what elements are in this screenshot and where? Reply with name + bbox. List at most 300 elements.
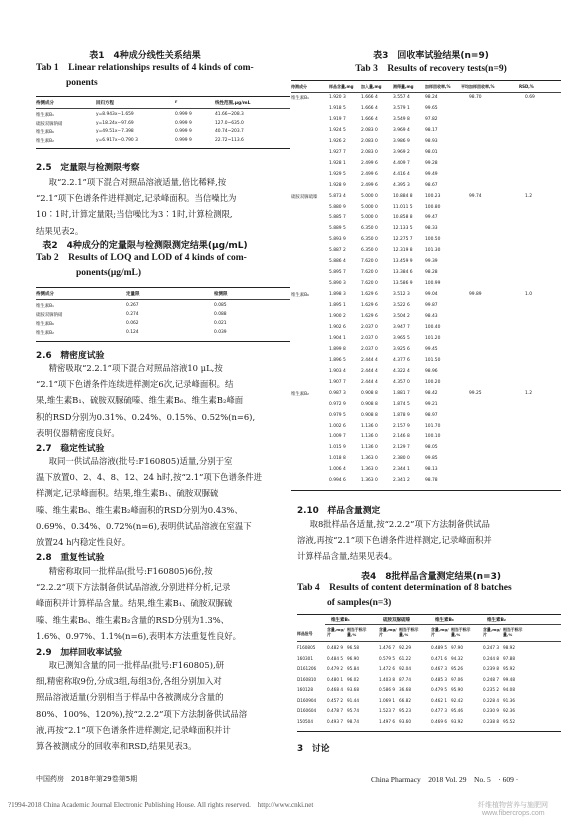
table3-cell: 101.20 — [425, 335, 441, 341]
table3-cell: 99.04 — [425, 292, 438, 298]
table4-cell: 0.248 7 — [483, 676, 499, 682]
table4-cell: 0.482 9 — [327, 645, 343, 650]
table3-cell: 3.969 2 — [393, 149, 410, 155]
table4-cell: 96.90 — [347, 655, 359, 661]
table3-cell: 98.43 — [425, 314, 438, 319]
table3-cell: 100.20 — [425, 379, 441, 385]
table4-cell: 93.92 — [451, 718, 463, 724]
table4-cell: 99.48 — [503, 676, 515, 682]
body-line: 计算样品含量,结果见表4。 — [297, 551, 398, 562]
body-line: “2.1”项下色谱条件进样测定,记录峰面积。当信噪比为 — [36, 193, 237, 204]
table3-cell: 3.925 6 — [393, 346, 410, 352]
body-line: 液,再按“2.1”项下色谱条件进样测定,记录峰面积并计 — [36, 724, 231, 735]
table3-cell: 5.000 0 — [361, 215, 378, 221]
table3-cell: 0.908 8 — [361, 412, 378, 418]
table1-header-cell: 待测成分 — [36, 101, 54, 106]
table3-cell: 2.380 0 — [393, 456, 410, 462]
table4-top-rule — [297, 614, 561, 615]
table2-header-cell: 检测限 — [214, 292, 228, 297]
table3-cell: 0.979 5 — [329, 412, 346, 418]
section-2-8-title: 2.8 重复性试验 — [36, 553, 105, 563]
body-line: 积的RSD分别为0.31%、0.24%、0.15%、0.52%(n=6), — [36, 411, 256, 422]
table3-cell: 98.33 — [425, 226, 438, 232]
table3-cell: 10.884 8 — [393, 193, 413, 199]
table1-header-rule — [36, 108, 290, 109]
table1-en-caption-2: ponents — [66, 78, 98, 88]
table3-cell: 1.928 1 — [329, 160, 346, 166]
table4-sub-header: 含量,mg/片 — [431, 627, 449, 637]
table4-cell: 0.468 4 — [327, 687, 343, 692]
table3-cell: 100.99 — [425, 281, 441, 287]
table3-cell: 5.873 4 — [329, 193, 346, 199]
table3-cell: 3.579 1 — [393, 105, 410, 111]
table3-cell: 4.409 7 — [393, 160, 410, 166]
table1-en-caption-1: Tab 1 Linear relationships results of 4 kinds of com- — [36, 63, 254, 73]
table4-cell: 96.02 — [347, 676, 359, 682]
left-footer: 中国药房 2018年第29卷第5期 — [36, 775, 138, 783]
table3-group-mean: 99.89 — [469, 292, 482, 298]
table3-cell: 12.319 8 — [393, 248, 413, 254]
table4-cell: 150504 — [297, 718, 313, 724]
table3-cell: 98.01 — [425, 149, 438, 155]
table3-header-rule — [291, 92, 561, 93]
table3-cell: 2.129 7 — [393, 445, 410, 451]
body-line: 峰面积并计算样品含量。结果,维生素B₁、硫胺双脲硫 — [36, 598, 233, 609]
table3-cell: 1.900 2 — [329, 314, 346, 319]
body-line: 1.6%、0.97%、1.1%(n=6),表明本方法重复性良好。 — [36, 630, 241, 641]
table3-cell: 99.39 — [425, 259, 438, 265]
table2-cell: 0.062 — [126, 321, 139, 326]
table3-cell: 13.586 9 — [393, 281, 413, 287]
table1-cell: 0.999 9 — [175, 112, 192, 117]
table4-header-rule — [297, 641, 561, 642]
table4-cell: 36.68 — [399, 687, 411, 692]
table4-cell: 91.44 — [347, 697, 359, 703]
table4-cell: 160301 — [297, 655, 313, 661]
table4-cell: 94.08 — [503, 687, 515, 692]
table4-cell: 0.477 3 — [431, 708, 447, 713]
table3-cell: 7.620 0 — [361, 281, 378, 287]
table3-cell: 4.395 3 — [393, 182, 410, 188]
table4-cell: D160810 — [297, 676, 317, 682]
table3-cell: 100.23 — [425, 193, 441, 199]
table3-cell: 1.881 7 — [393, 390, 410, 396]
table4-cell: 160128 — [297, 687, 313, 692]
table3-cell: 12.275 7 — [393, 237, 413, 243]
table3-cell: 99.87 — [425, 303, 438, 309]
table3-cell: 1.928 9 — [329, 182, 346, 188]
table4-cell: 0.244 8 — [483, 655, 499, 661]
table3-cell: 2.444 4 — [361, 357, 378, 363]
table1-cell: y=8.943x−1.659 — [96, 112, 134, 117]
table2-cell: 维生素B₆ — [36, 322, 54, 327]
body-line: 取8批样品各适量,按“2.2.2”项下方法制备供试品 — [309, 519, 490, 529]
table4-cell: 95.92 — [503, 666, 515, 671]
table1-cell: 127.0~635.0 — [215, 120, 244, 126]
table4-cell: 93.60 — [399, 718, 411, 724]
table4-cell: 0.462 1 — [431, 697, 447, 703]
table3-cell: 98.05 — [425, 445, 438, 451]
table4-sub-header: 相当于标示量,% — [503, 627, 523, 637]
body-line: 放置24 h内稳定性良好。 — [36, 537, 131, 548]
table4-en-caption-1: Tab 4 Results of content determination of 8 batches — [297, 583, 512, 593]
section-2-7-body — [36, 453, 290, 550]
table3-cell: 1.902 6 — [329, 324, 346, 330]
table4-bottom-rule — [297, 731, 561, 732]
body-line: 照品溶液适量(分别相当于样品中各被测成分含量的 — [36, 692, 224, 703]
table2-cell: 0.088 — [214, 312, 227, 317]
table3-cell: 101.50 — [425, 357, 441, 363]
table3-group-rsd: 1.2 — [525, 390, 532, 396]
table1-cell: 0.999 9 — [175, 137, 192, 143]
table3-cell: 1.896 5 — [329, 357, 346, 363]
table3-cell: 2.083 0 — [361, 149, 378, 155]
table4-cell: 0.471 6 — [431, 655, 447, 661]
table3-cell: 0.987 3 — [329, 390, 346, 396]
table2-en-caption-1: Tab 2 Results of LOQ and LOD of 4 kinds of com- — [36, 253, 247, 263]
table3-cell: 1.874 5 — [393, 401, 410, 407]
table1-cell: 41.66~208.3 — [215, 112, 244, 117]
table3-cell: 0.972 9 — [329, 401, 346, 407]
table2-cn-caption: 表2 4种成分的定量限与检测限测定结果(μg/mL) — [42, 241, 248, 251]
table3-cell: 0.908 8 — [361, 390, 378, 396]
table1-cell: y=6.917x−0.790 3 — [96, 137, 138, 143]
table1-cell: 40.74~203.7 — [215, 129, 244, 134]
table3-bottom-rule — [291, 490, 561, 491]
table4-cell: 0.479 5 — [431, 687, 447, 692]
table4-cell: 87.74 — [399, 676, 411, 682]
table3-cell: 1.878 9 — [393, 412, 410, 418]
table3-cell: 98.97 — [425, 412, 438, 418]
table3-top-rule — [291, 80, 561, 81]
table1-bottom-rule — [36, 148, 290, 149]
body-line: 表明仪器精密度良好。 — [36, 427, 120, 438]
table2-cell: 0.267 — [126, 303, 139, 308]
table4-cell: D160604 — [297, 708, 317, 713]
table1-cn-caption: 表1 4种成分线性关系结果 — [89, 51, 201, 61]
table4-cell: 1.476 7 — [379, 645, 395, 650]
table2-cell: 0.274 — [126, 312, 139, 317]
table3-cell: 1.136 0 — [361, 434, 378, 440]
table1-top-rule — [36, 96, 290, 97]
table3-cell: 1.895 1 — [329, 303, 346, 309]
table3-cell: 98.78 — [425, 478, 438, 484]
table3-cell: 5.893 9 — [329, 237, 346, 243]
table3-cell: 7.620 0 — [361, 270, 378, 276]
table3-cell: 13.384 6 — [393, 270, 413, 276]
table3-cell: 1.018 8 — [329, 456, 346, 462]
table3-cell: 4.357 0 — [393, 379, 410, 385]
table3-cell: 0.994 6 — [329, 478, 346, 484]
table4-cell: 1.069 1 — [379, 697, 395, 703]
table3-cell: 10.858 8 — [393, 215, 413, 221]
table3-cell: 3.969 4 — [393, 127, 410, 133]
table4-group-header: 维生素B₁ — [331, 618, 350, 623]
table3-cell: 3.557 4 — [393, 95, 410, 100]
table2-header-cell: 待测成分 — [36, 292, 54, 297]
table3-cell: 98.17 — [425, 127, 438, 133]
table4-cell: 1.523 7 — [379, 708, 395, 713]
table4-cell: 92.04 — [399, 666, 411, 671]
table4-cell: 1.497 6 — [379, 718, 395, 724]
table3-cell: 2.083 0 — [361, 138, 378, 144]
table4-cell: 0.579 5 — [379, 655, 395, 661]
table4-sub-header: 含量,mg/片 — [327, 627, 345, 637]
table4-cell: 95.23 — [399, 708, 411, 713]
section-2-10-body — [297, 516, 561, 565]
table3-cell: 5.890 3 — [329, 281, 346, 287]
table2-top-rule — [36, 287, 290, 288]
table2-bottom-rule — [36, 341, 290, 342]
watermark-line-1: 纤维植物营养与施肥网 — [478, 802, 548, 809]
table4-sub-header: 含量,mg/片 — [483, 627, 501, 637]
table3-header-cell: 加样回收率,% — [425, 84, 451, 89]
table3-cell: 5.880 9 — [329, 204, 346, 210]
table4-cell: 0.485 3 — [431, 676, 447, 682]
table4-cell: 0.484 5 — [327, 655, 343, 661]
table3-cell: 12.133 5 — [393, 226, 413, 232]
table3-cell: 1.136 0 — [361, 423, 378, 429]
table3-cell: 3.549 8 — [393, 116, 410, 122]
body-line: 算各被测成分的回收率和RSD,结果见表3。 — [36, 741, 197, 752]
table3-cell: 1.919 7 — [329, 116, 346, 122]
table4-cell: 0.230 9 — [483, 708, 499, 713]
table4-cell: 94.32 — [451, 655, 463, 661]
table4-cell: D160904 — [297, 697, 317, 703]
body-line: 取已测知含量的同一批样品(批号:F160805),研 — [48, 660, 225, 670]
table3-cell: 1.629 6 — [361, 303, 378, 309]
table3-cell: 2.037 0 — [361, 335, 378, 341]
table3-cell: 100.10 — [425, 434, 441, 440]
table3-cell: 5.887 2 — [329, 248, 346, 254]
body-line: 样测定,记录峰面积。结果,维生素B₁、硫胺双脲硫 — [36, 488, 219, 499]
table4-cell: 91.36 — [503, 697, 515, 703]
table4-cell: 0.479 2 — [327, 666, 343, 671]
table4-cell: D161206 — [297, 666, 317, 671]
table3-cell: 6.350 0 — [361, 248, 378, 254]
table1-cell: 22.72~113.6 — [215, 137, 244, 143]
body-line: 结果见表2。 — [36, 225, 84, 236]
table4-cell: 93.68 — [347, 687, 359, 692]
table3-cell: 98.24 — [425, 95, 438, 100]
table1-cell: 维生素B₂ — [36, 138, 54, 144]
table3-cell: 2.037 0 — [361, 324, 378, 330]
table4-cell: 0.467 3 — [431, 666, 447, 671]
table4-cell: 98.92 — [503, 645, 515, 650]
table4-sub-header: 样品批号 — [297, 631, 313, 636]
body-line: 取同一供试品溶液(批号:F160805)适量,分别于室 — [48, 456, 233, 466]
table3-cell: 1.920 3 — [329, 95, 346, 100]
table3-cell: 98.42 — [425, 390, 438, 396]
table4-cell: 61.22 — [399, 655, 411, 661]
table3-cell: 2.444 4 — [361, 379, 378, 385]
table3-cell: 99.85 — [425, 456, 438, 462]
table3-cell: 98.96 — [425, 368, 438, 374]
table3-cell: 99.49 — [425, 171, 438, 177]
table3-header-cell: 样品含量,mg — [329, 84, 354, 89]
table3-group-name: 硫胺双脲硫嗪 — [291, 194, 318, 200]
table2-cell: 维生素B₂ — [36, 331, 54, 336]
body-line: 溶液,再按“2.1”项下色谱条件进样测定,记录峰面积并 — [297, 535, 492, 546]
table4-cell: 96.58 — [347, 645, 359, 650]
table3-cell: 1.006 4 — [329, 467, 346, 473]
table3-cell: 3.947 7 — [393, 324, 410, 330]
table3-group-name: 维生素B₁ — [291, 96, 309, 101]
table3-cell: 101.70 — [425, 423, 441, 429]
table4-cell: 92.42 — [451, 697, 463, 703]
table4-cell: 0.239 8 — [483, 666, 499, 671]
table2-header-cell: 定量限 — [126, 292, 140, 297]
table3-cell: 2.083 0 — [361, 127, 378, 133]
table3-cell: 99.45 — [425, 346, 438, 352]
section-2-8-body — [36, 563, 290, 644]
table3-cell: 1.926 2 — [329, 138, 346, 144]
table3-cell: 3.965 5 — [393, 335, 410, 341]
table4-cell: 0.457 2 — [327, 697, 343, 703]
section-2-10-title: 2.10 样品含量测定 — [297, 506, 381, 516]
table1-cell: 0.999 9 — [175, 120, 192, 126]
table3-cell: 1.898 3 — [329, 292, 346, 298]
table1-cell: 硫胺双脲钠硝 — [36, 121, 63, 127]
table1-cell: 0.999 9 — [175, 129, 192, 134]
table3-group-mean: 98.70 — [469, 95, 482, 100]
table3-cell: 2.444 4 — [361, 368, 378, 374]
table4-cell: 92.29 — [399, 645, 411, 650]
table4-cell: 0.235 2 — [483, 687, 499, 692]
body-line: 细,精密称取9份,分成3组,每组3份,各组分别加入对 — [36, 676, 222, 687]
table3-cell: 99.65 — [425, 105, 438, 111]
table2-header-rule — [36, 299, 290, 300]
table3-group-rsd: 1.2 — [525, 193, 532, 199]
table4-cell: 97.88 — [503, 655, 515, 661]
table4-group-header: 维生素B₆ — [435, 618, 454, 623]
section-2-9-title: 2.9 加样回收率试验 — [36, 648, 122, 658]
table4-sub-header: 相当于标示量,% — [399, 627, 419, 637]
table4-cell: 0.493 7 — [327, 718, 343, 724]
table3-group-name: 维生素B₂ — [291, 391, 309, 397]
table3-cell: 1.666 4 — [361, 116, 378, 122]
body-line: 果,维生素B₁、硫胺双脲硫嗪、维生素B₆、维生素B₂峰面 — [36, 395, 244, 406]
table3-group-rsd: 1.0 — [525, 292, 532, 298]
body-line: 嗪、维生素B₆、维生素B₂含量的RSD分别为1.3%、 — [36, 614, 230, 625]
table1-cell: 维生素B₁ — [36, 113, 54, 118]
table3-cell: 1.907 7 — [329, 379, 346, 385]
table3-header-cell: 平均加样回收率,% — [461, 84, 495, 89]
table3-cell: 1.363 0 — [361, 456, 378, 462]
table1-cell: y=49.51x−7.398 — [96, 129, 134, 134]
table2-en-caption-2: ponents(μg/mL) — [76, 268, 142, 278]
table3-cell: 3.504 2 — [393, 314, 410, 319]
table3-cell: 2.344 1 — [393, 467, 410, 473]
table3-cell: 4.377 6 — [393, 357, 410, 363]
table3-cell: 2.499 6 — [361, 171, 378, 177]
body-line: 80%、100%、120%),按“2.2.2”项下方法制备供试品溶 — [36, 708, 248, 719]
table2-cell: 维生素B₁ — [36, 304, 54, 309]
body-line: 精密称取同一批样品(批号:F160805)6份,按 — [48, 566, 213, 576]
table4-cell: 98.74 — [347, 718, 359, 724]
table4-sub-header: 相当于标示量,% — [347, 627, 367, 637]
table3-group-name: 维生素B₆ — [291, 293, 309, 299]
body-line: “2.1”项下色谱条件连续进样测定6次,记录峰面积。结 — [36, 379, 234, 390]
table3-cell: 1.629 6 — [361, 314, 378, 319]
table3-cell: 1.666 4 — [361, 105, 378, 111]
section-2-6-title: 2.6 精密度试验 — [36, 351, 105, 361]
section-2-6-body — [36, 360, 290, 441]
table4-group-header: 硫胺双脲硫嗪 — [383, 618, 410, 623]
table4-cell: 97.06 — [451, 676, 463, 682]
table4-group-header: 维生素B₂ — [487, 618, 506, 623]
table3-cell: 5.895 7 — [329, 270, 346, 276]
table3-cell: 1.015 9 — [329, 445, 346, 451]
table1-cell: y=18.24x−97.69 — [96, 120, 134, 126]
table3-header-cell: 待测成分 — [291, 84, 307, 89]
table4-en-caption-2: of samples(n=3) — [327, 598, 392, 608]
table3-cell: 2.037 0 — [361, 346, 378, 352]
table3-header-cell: RSD,% — [519, 84, 534, 89]
table3-cell: 1.629 6 — [361, 292, 378, 298]
section-2-5-title: 2.5 定量限与检测限考察 — [36, 163, 140, 173]
table1-cell: 维生素B₆ — [36, 130, 54, 135]
table1-header-cell: 回归方程 — [96, 101, 114, 106]
table4-cell: F160805 — [297, 645, 316, 650]
table4-cell: 95.84 — [347, 666, 359, 671]
table4-cell: 95.26 — [451, 666, 463, 671]
copyright-line: ?1994-2018 China Academic Journal Electronic Publishing House. All rights reserved. http://www.cnki.net — [8, 801, 314, 809]
table3-cell: 5.885 7 — [329, 215, 346, 221]
body-line: 0.69%、0.34%、0.72%(n=6),表明供试品溶液在室温下 — [36, 520, 252, 531]
table4-sub-header: 相当于标示量,% — [451, 627, 471, 637]
table3-cell: 99.47 — [425, 215, 438, 221]
body-line: 10∶1时,计算定量限;当信噪比为3∶1时,计算检测限, — [36, 209, 233, 220]
table3-cell: 1.363 0 — [361, 467, 378, 473]
table4-cell: 1.472 6 — [379, 666, 395, 671]
table3-header-cell: 加入量,mg — [361, 84, 382, 89]
body-line: 取“2.2.1”项下混合对照品溶液适量,倍比稀释,按 — [48, 177, 227, 187]
section-3-title: 3 讨论 — [297, 744, 330, 754]
table3-cell: 98.13 — [425, 467, 438, 473]
table3-cell: 2.499 6 — [361, 160, 378, 166]
table4-cell: 0.228 4 — [483, 697, 499, 703]
table3-group-rsd: 0.69 — [525, 95, 535, 100]
table2-cell: 0.124 — [126, 330, 139, 335]
section-2-9-body — [36, 657, 290, 754]
table3-cell: 97.82 — [425, 116, 438, 122]
table3-cell: 3.512 3 — [393, 292, 410, 298]
table4-group-rule — [325, 624, 561, 625]
table3-cell: 1.918 5 — [329, 105, 346, 111]
table4-cell: 0.238 8 — [483, 718, 499, 724]
table2-cell: 0.085 — [214, 303, 227, 308]
section-2-5-body — [36, 174, 290, 239]
table3-cell: 98.93 — [425, 138, 438, 144]
table1-header-cell: 线性范围,μg/mL — [215, 101, 251, 106]
table3-cell: 98.28 — [425, 270, 438, 276]
table4-cell: 0.489 5 — [431, 645, 447, 650]
table3-cell: 7.620 0 — [361, 259, 378, 265]
table3-cell: 1.136 0 — [361, 445, 378, 451]
table3-cell: 1.363 0 — [361, 478, 378, 484]
table3-cell: 1.924 5 — [329, 127, 346, 133]
table3-cell: 99.21 — [425, 401, 438, 407]
table3-cell: 100.50 — [425, 237, 441, 243]
table3-cell: 100.80 — [425, 204, 441, 210]
table3-cell: 1.903 4 — [329, 368, 346, 374]
table4-cn-caption: 表4 8批样品含量测定结果(n=3) — [361, 572, 501, 582]
table3-cell: 5.000 0 — [361, 204, 378, 210]
table4-cell: 95.52 — [503, 718, 515, 724]
table2-cell: 0.039 — [214, 330, 227, 335]
table3-cell: 11.011 5 — [393, 204, 413, 210]
